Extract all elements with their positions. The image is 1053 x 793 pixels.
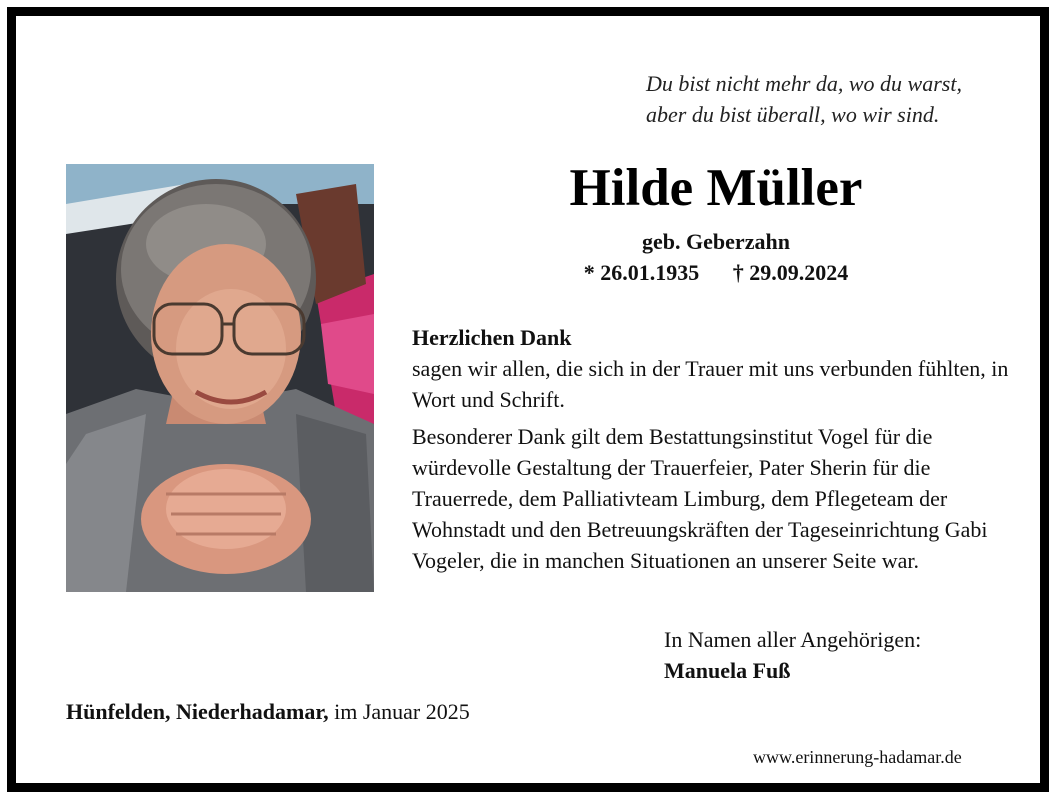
death-date: † 29.09.2024 bbox=[732, 260, 849, 285]
signature-intro: In Namen aller Angehörigen: bbox=[664, 627, 922, 652]
date: im Januar 2025 bbox=[334, 699, 470, 724]
website-link[interactable]: www.erinnerung-hadamar.de bbox=[753, 747, 962, 767]
place: Hünfelden, Niederhadamar, bbox=[66, 699, 329, 724]
thank-you-message bbox=[412, 322, 1012, 576]
message-paragraph-2: Besonderer Dank gilt dem Bestattungsinstitut Vogel für die würdevolle Gestaltung der Trauerfeier, Pater Sherin für die Trauerrede, dem Palliativteam Limburg, dem Pflegeteam der Wohnstadt und den Betreuungskräften der Tageseinrichtung Gabi Vogeler, die in manchen Situationen an unserer Seite war. bbox=[412, 424, 988, 573]
motto bbox=[646, 68, 962, 130]
motto-line-1: Du bist nicht mehr da, wo du warst, bbox=[646, 71, 962, 96]
message-paragraph-1: sagen wir allen, die sich in der Trauer mit uns verbunden fühlten, in Wort und Schrift. bbox=[412, 356, 1009, 412]
deceased-name: Hilde Müller bbox=[569, 159, 863, 217]
place-date bbox=[66, 696, 470, 727]
birth-date: * 26.01.1935 bbox=[583, 260, 700, 285]
notice-frame bbox=[7, 7, 1049, 792]
portrait-photo bbox=[66, 164, 374, 592]
signature-name: Manuela Fuß bbox=[664, 658, 791, 683]
motto-line-2: aber du bist überall, wo wir sind. bbox=[646, 102, 940, 127]
signature-block bbox=[664, 624, 921, 686]
message-heading: Herzlichen Dank bbox=[412, 325, 572, 350]
birth-name: geb. Geberzahn bbox=[642, 229, 790, 254]
life-dates bbox=[396, 257, 1036, 289]
